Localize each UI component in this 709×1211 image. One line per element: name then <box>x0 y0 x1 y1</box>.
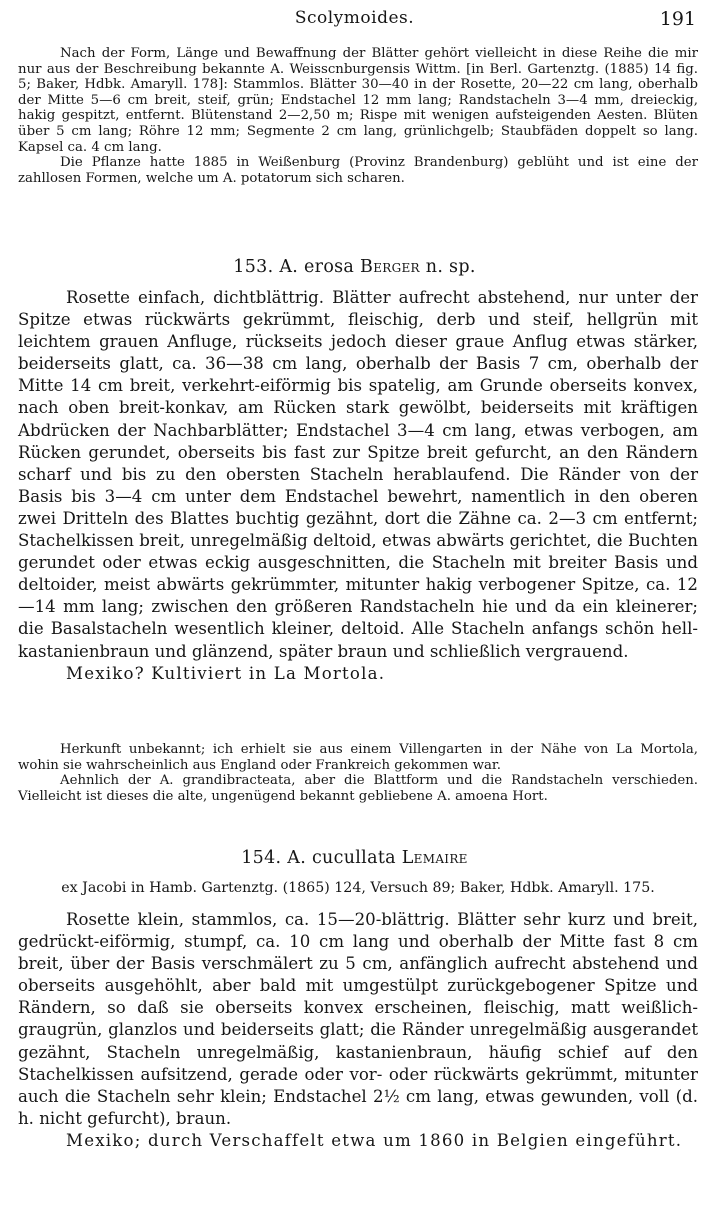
species-author: Berger <box>360 257 420 277</box>
species-heading-154 <box>0 848 709 868</box>
species-description-154 <box>18 909 698 1152</box>
note-paragraph: Die Pflanze hatte 1885 in Weißenburg (Provinz Brandenburg) geblüht und ist eine der zahllosen Formen, welche um A. potatorum sich scharen. <box>18 155 698 186</box>
species-name: A. cucullata <box>287 848 396 868</box>
species-author: Lemaire <box>401 848 468 868</box>
species-number: 154. <box>241 848 282 868</box>
distribution-text: Mexiko; durch Verschaffelt etwa um 1860 in Belgien eingeführt. <box>66 1130 683 1150</box>
note-paragraph: Herkunft unbekannt; ich erhielt sie aus einem Villengarten in der Nähe von La Mortola, wohin sie wahrscheinlich aus England oder Frankreich gekommen war. <box>18 742 698 773</box>
page-number: 191 <box>659 8 696 30</box>
preceding-species-note <box>18 46 698 186</box>
species-status: n. sp. <box>425 257 476 277</box>
running-title: Scolymoides. <box>294 8 415 28</box>
distribution-text: Mexiko? Kultiviert in La Mortola. <box>66 663 386 683</box>
species-number: 153. <box>233 257 274 277</box>
note-paragraph: Aehnlich der A. grandibracteata, aber die Blattform und die Randstacheln verschieden. Vielleicht ist dieses die alte, ungenügend bekannt gebliebene A. amoena Hort. <box>18 773 698 804</box>
species-reference-154: ex Jacobi in Hamb. Gartenztg. (1865) 124, Versuch 89; Baker, Hdbk. Amaryll. 175. <box>61 880 655 896</box>
description-text: Rosette klein, stammlos, ca. 15—20-blättrig. Blätter sehr kurz und breit, gedrückt-eiförmig, stumpf, ca. 10 cm lang und oberhalb der Mitte fast 8 cm breit, über der Basis verschmälert zu 5 cm, anfänglich aufrecht abstehend und oberseits ausgehöhlt, aber bald mit umgestülpt zurückgebogener Spitze und Rändern, so daß sie oberseits konvex erscheinen, fleischig, matt weißlich-graugrün, glanzlos und beiderseits glatt; die Ränder unregelmäßig ausgerandet gezähnt, Stacheln unregelmäßig, kastanienbraun, häufig schief auf den Stachelkissen aufsitzend, gerade oder vor- oder rückwärts gekrümmt, mitunter auch die Stacheln sehr klein; Endstachel 2½ cm lang, etwas gewunden, voll (d. h. nicht gefurcht), braun. <box>18 910 698 1128</box>
species-name: A. erosa <box>279 257 355 277</box>
species-description-153 <box>18 287 698 685</box>
note-paragraph: Nach der Form, Länge und Bewaffnung der Blätter gehört vielleicht in diese Reihe die mir nur aus der Beschreibung bekannte A. Weisscnburgensis Wittm. [in Berl. Gartenztg. (1885) 14 fig. 5; Baker, Hdbk. Amaryll. 178]: Stammlos. Blätter 30—40 in der Rosette, 20—22 cm lang, oberhalb der Mitte 5—6 cm breit, steif, grün; Endstachel 12 mm lang; Randstacheln 3—4 mm, dreieckig, hakig gespitzt, entfernt. Blütenstand 2—2,50 m; Rispe mit wenigen aufsteigenden Aesten. Blüten über 5 cm lang; Röhre 12 mm; Segmente 2 cm lang, grünlichgelb; Staubfäden doppelt so lang. Kapsel ca. 4 cm lang. <box>18 46 698 155</box>
species-notes-153 <box>18 742 698 804</box>
description-text: Rosette einfach, dichtblättrig. Blätter aufrecht abstehend, nur unter der Spitze etwas rückwärts gekrümmt, fleischig, derb und steif, hellgrün mit leichtem grauen Anfluge, rückseits jedoch dieser graue Anflug etwas stärker, beiderseits glatt, ca. 36—38 cm lang, oberhalb der Basis 7 cm, oberhalb der Mitte 14 cm breit, verkehrt-eiförmig bis spatelig, am Grunde oberseits konvex, nach oben breit-konkav, am Rücken stark gewölbt, beiderseits mit kräftigen Abdrücken der Nachbarblätter; Endstachel 3—4 cm lang, etwas verbogen, am Rücken gerundet, oberseits bis fast zur Spitze breit gefurcht, an den Rändern scharf und bis zu den obersten Stacheln herablaufend. Die Ränder von der Basis bis 3—4 cm unter dem Endstachel bewehrt, namentlich in den oberen zwei Dritteln des Blattes buchtig gezähnt, dort die Zähne ca. 2—3 cm entfernt; Stachelkissen breit, unregelmäßig deltoid, etwas abwärts gerichtet, die Buchten gerundet oder etwas eckig ausgeschnitten, die Stacheln mit breiter Basis und deltoider, meist abwärts gekrümmter, mitunter hakig verbogener Spitze, ca. 12—14 mm lang; zwischen den größeren Randstacheln hie und da ein kleinerer; die Basalstacheln wesentlich kleiner, deltoid. Alle Stacheln anfangs schön hell-kastanienbraun und glänzend, später braun und schließlich vergrauend. <box>18 288 698 661</box>
species-heading-153 <box>0 257 709 277</box>
